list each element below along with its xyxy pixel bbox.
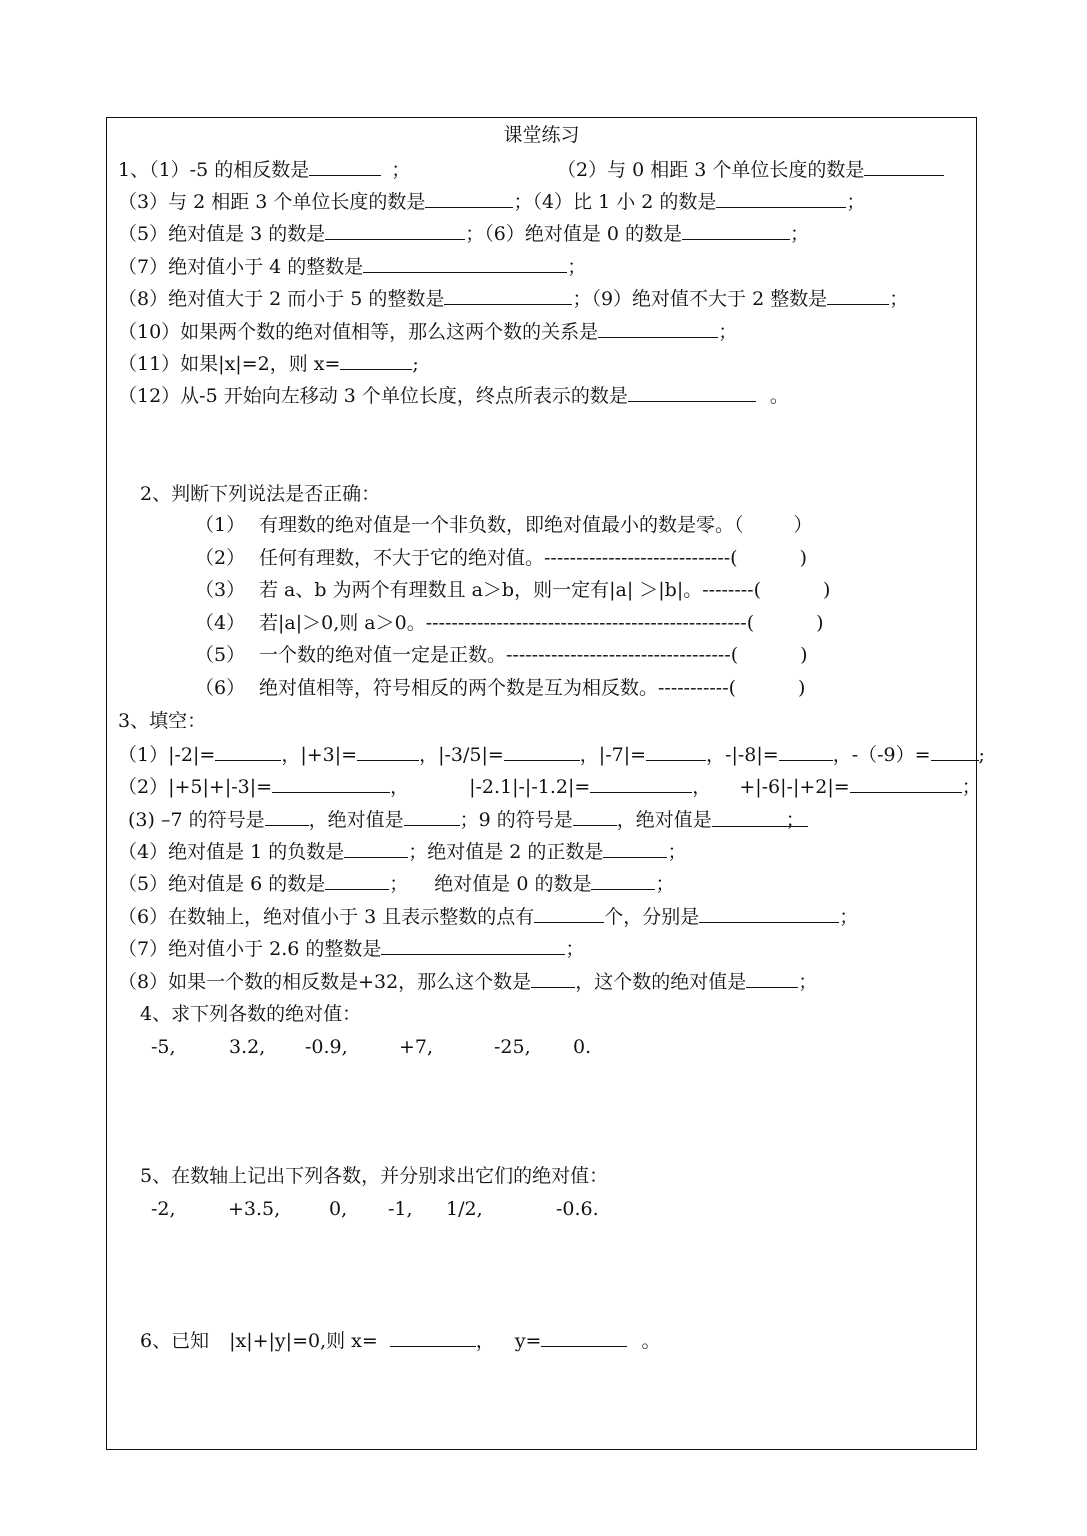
q3-line-8 <box>118 969 817 994</box>
answer-blank[interactable] <box>591 871 655 890</box>
q3-text: ；绝对值是 2 的正数是 <box>408 841 604 863</box>
q3-text: ； <box>389 873 409 895</box>
answer-blank[interactable] <box>850 774 962 793</box>
answer-blank[interactable] <box>746 969 798 988</box>
q6-text: 。 <box>641 1330 661 1352</box>
q2-item-1 <box>195 513 813 537</box>
q3-text: 个，分别是 <box>604 906 700 928</box>
q1-text: 。 <box>769 385 789 407</box>
q3-line-7 <box>118 936 584 961</box>
q3-text: （2）|+5|+|-3|= <box>118 776 273 798</box>
answer-blank[interactable] <box>325 221 465 240</box>
q2-item-text: 任何有理数，不大于它的绝对值。-----------------------------( <box>259 547 738 569</box>
answer-blank[interactable] <box>309 157 381 176</box>
q2-item-text: 一个数的绝对值一定是正数。-----------------------------------( <box>259 644 739 666</box>
q6-text: 6、已知 <box>140 1330 210 1352</box>
q1-text: （8）绝对值大于 2 而小于 5 的整数是 <box>118 288 445 310</box>
q4-heading: 4、求下列各数的绝对值： <box>140 1003 362 1025</box>
q3-text: ； <box>798 971 818 993</box>
q3-text: ，这个数的绝对值是 <box>575 971 747 993</box>
q1-text: ；（6）绝对值是 0 的数是 <box>465 223 683 245</box>
q3-line-3 <box>128 807 808 832</box>
q5-number: -0.6. <box>556 1198 599 1220</box>
q2-item-2 <box>195 546 807 570</box>
answer-blank[interactable] <box>628 383 756 402</box>
q6-line <box>140 1328 660 1353</box>
answer-blank[interactable] <box>603 839 667 858</box>
page-title: 课堂练习 <box>503 124 580 146</box>
q2-item-4 <box>195 611 824 635</box>
answer-blank[interactable] <box>344 839 408 858</box>
q2-item-number: （6） <box>195 677 246 699</box>
q3-text: ，|-7|= <box>579 744 647 766</box>
q1-text: （11）如果|x|=2，则 x= <box>118 353 341 375</box>
q2-close-paren: ) <box>800 644 808 666</box>
q1-text: ；（4）比 1 小 2 的数是 <box>513 191 717 213</box>
q2-item-number: （2） <box>195 547 246 569</box>
q3-text: ；9 的符号是 <box>459 809 573 831</box>
q2-item-text: 绝对值相等，符号相反的两个数是互为相反数。-----------( <box>259 677 737 699</box>
answer-blank[interactable] <box>404 807 460 826</box>
q6-text: ， <box>475 1330 495 1352</box>
q2-close-paren: ) <box>799 547 808 569</box>
answer-blank[interactable] <box>531 969 575 988</box>
q1-text: 1、（1）-5 的相反数是 <box>118 159 310 181</box>
q3-text: ； <box>839 906 859 928</box>
answer-blank[interactable] <box>646 742 706 761</box>
q3-text: ； <box>565 938 585 960</box>
q1-text: ; <box>412 353 419 375</box>
q3-text: （8）如果一个数的相反数是+32，那么这个数是 <box>118 971 532 993</box>
q3-text: ， <box>692 776 712 798</box>
answer-blank[interactable] <box>363 254 567 273</box>
q6-text: |x|+|y|=0,则 x= <box>229 1330 378 1352</box>
q2-item-3 <box>195 578 830 602</box>
q6-text: y= <box>514 1330 542 1352</box>
q1-line-2 <box>118 189 865 214</box>
q3-text: ; <box>978 744 985 766</box>
q3-text: （7）绝对值小于 2.6 的整数是 <box>118 938 382 960</box>
q1-line-4 <box>118 254 586 279</box>
q2-heading: 2、判断下列说法是否正确： <box>140 483 381 505</box>
q1-line-8 <box>118 383 789 408</box>
q5-number: 1/2, <box>446 1198 483 1220</box>
q3-text: （4）绝对值是 1 的负数是 <box>118 841 345 863</box>
answer-blank[interactable] <box>541 1328 627 1347</box>
answer-blank[interactable] <box>504 742 580 761</box>
q3-text: ； <box>961 776 981 798</box>
answer-blank[interactable] <box>340 351 412 370</box>
q4-number: +7, <box>399 1036 434 1058</box>
q3-text: ， <box>390 776 410 798</box>
answer-blank[interactable] <box>381 936 565 955</box>
q1-line-1a <box>118 157 410 182</box>
answer-blank[interactable] <box>325 871 389 890</box>
answer-blank[interactable] <box>716 189 846 208</box>
answer-blank[interactable] <box>265 807 309 826</box>
q3-text: ，|+3|= <box>281 744 358 766</box>
q5-heading: 5、在数轴上记出下列各数，并分别求出它们的绝对值： <box>140 1165 609 1187</box>
answer-blank[interactable] <box>444 286 572 305</box>
q3-text: (3) –7 的符号是 <box>128 809 265 831</box>
q3-line-2 <box>118 774 981 799</box>
answer-blank[interactable] <box>425 189 513 208</box>
q5-number: +3.5, <box>228 1198 281 1220</box>
q3-text: ，|-3/5|= <box>419 744 504 766</box>
answer-blank[interactable] <box>682 221 790 240</box>
q2-item-5 <box>195 643 808 667</box>
q3-text: ； <box>667 841 687 863</box>
q1-line-6 <box>118 319 737 344</box>
q4-number: -25, <box>494 1036 531 1058</box>
q4-number: 0. <box>573 1036 592 1058</box>
q1-line-1b <box>557 157 944 182</box>
q1-line-7 <box>118 351 419 376</box>
q2-item-number: （3） <box>195 579 246 601</box>
q1-text: （7）绝对值小于 4 的整数是 <box>118 256 364 278</box>
q1-text: （10）如果两个数的绝对值相等，那么这两个数的关系是 <box>118 321 599 343</box>
q1-text: （2）与 0 相距 3 个单位长度的数是 <box>557 159 865 181</box>
q2-item-text: 若|a|＞0,则 a＞0。--------------------------------------------------( <box>259 612 755 634</box>
q1-text: ；（9）绝对值不大于 2 整数是 <box>572 288 828 310</box>
answer-blank[interactable] <box>215 742 281 761</box>
q3-text: ； <box>655 873 675 895</box>
q5-number: -2, <box>151 1198 176 1220</box>
answer-blank[interactable] <box>272 774 390 793</box>
answer-blank[interactable] <box>573 807 617 826</box>
q5-number: 0, <box>329 1198 348 1220</box>
q3-line-1 <box>118 742 985 767</box>
answer-blank[interactable] <box>931 742 979 761</box>
answer-blank[interactable] <box>390 1328 476 1347</box>
q3-heading: 3、填空： <box>118 710 207 732</box>
answer-blank[interactable] <box>779 742 833 761</box>
q1-text: ； <box>567 256 587 278</box>
q1-text: （5）绝对值是 3 的数是 <box>118 223 326 245</box>
q3-text: ，绝对值是 <box>308 809 404 831</box>
answer-blank[interactable] <box>699 904 839 923</box>
q1-text: ； <box>889 288 909 310</box>
q1-text: ； <box>790 223 810 245</box>
q2-item-number: （5） <box>195 644 246 666</box>
q1-line-3 <box>118 221 809 246</box>
q4-number: 3.2, <box>229 1036 266 1058</box>
q2-close-paren: ） <box>793 514 813 536</box>
answer-blank[interactable] <box>827 286 889 305</box>
q3-text: （6）在数轴上，绝对值小于 3 且表示整数的点有 <box>118 906 535 928</box>
q3-line-6 <box>118 904 858 929</box>
q3-text: ，-|-8|= <box>706 744 779 766</box>
q3-text: |-2.1|-|-1.2|= <box>469 776 591 798</box>
q4-number: -5, <box>151 1036 176 1058</box>
q2-item-number: （4） <box>195 612 246 634</box>
answer-blank[interactable] <box>598 319 718 338</box>
q4-number: -0.9, <box>305 1036 348 1058</box>
q3-line-4 <box>118 839 686 864</box>
answer-blank[interactable] <box>712 808 808 831</box>
answer-blank[interactable] <box>357 742 419 761</box>
q3-text: ； <box>785 809 805 831</box>
q2-item-number: （1） <box>195 514 246 536</box>
q1-text: ； <box>718 321 738 343</box>
answer-blank[interactable] <box>864 157 944 176</box>
q3-text: 绝对值是 0 的数是 <box>434 873 592 895</box>
q5-number: -1, <box>388 1198 413 1220</box>
q2-close-paren: ) <box>798 677 806 699</box>
q2-item-6 <box>195 676 805 700</box>
answer-blank[interactable] <box>534 904 604 923</box>
q3-text: （1）|-2|= <box>118 744 216 766</box>
q2-close-paren: ) <box>823 579 831 601</box>
q3-line-5 <box>118 871 674 896</box>
q1-text: （12）从-5 开始向左移动 3 个单位长度，终点所表示的数是 <box>118 385 628 407</box>
q1-text: ； <box>391 159 411 181</box>
q3-text: ，-（-9）= <box>832 744 931 766</box>
q1-line-5 <box>118 286 908 311</box>
answer-blank[interactable] <box>590 774 692 793</box>
q2-item-text: 若 a、b 为两个有理数且 a＞b，则一定有|a| ＞|b|。--------( <box>259 579 762 601</box>
q3-text: ，绝对值是 <box>616 809 712 831</box>
q1-text: （3）与 2 相距 3 个单位长度的数是 <box>118 191 426 213</box>
q2-item-text: 有理数的绝对值是一个非负数，即绝对值最小的数是零。（ <box>259 514 744 536</box>
q3-text: +|-6|-|+2|= <box>739 776 850 798</box>
q2-close-paren: ) <box>816 612 824 634</box>
q3-text: （5）绝对值是 6 的数是 <box>118 873 326 895</box>
q1-text: ； <box>846 191 866 213</box>
